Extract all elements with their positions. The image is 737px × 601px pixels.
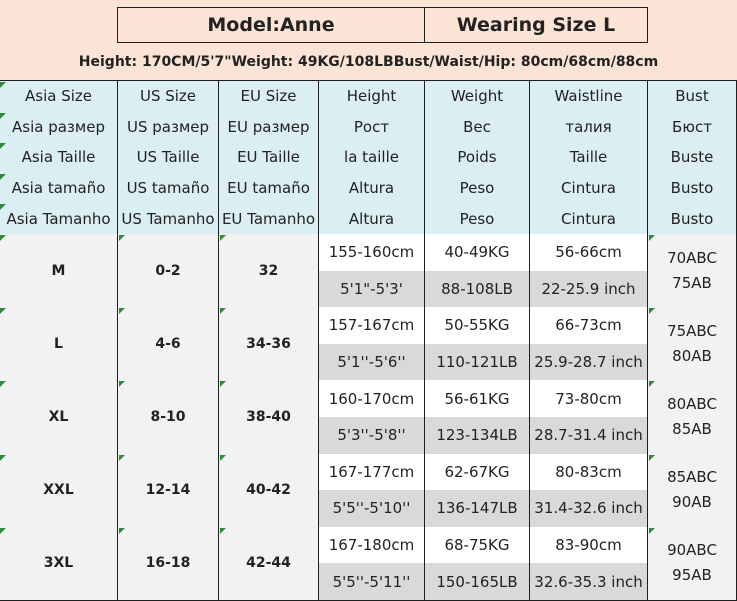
cell-marker <box>119 235 125 241</box>
size-asia: XXL <box>0 454 118 528</box>
cell-marker <box>0 381 6 387</box>
height-ft: 5'1"-5'3' <box>319 271 425 309</box>
cell-marker <box>0 528 6 534</box>
header-height: Altura <box>319 203 425 235</box>
size-us: 16-18 <box>118 527 219 601</box>
header-eu-size: EU Taille <box>219 142 319 174</box>
bust-secondary: 80AB <box>672 346 712 365</box>
cell-marker <box>119 308 125 314</box>
header-us-size: US Size <box>118 81 219 113</box>
weight-lb: 150-165LB <box>425 563 530 601</box>
header-us-size: US Tamanho <box>118 203 219 235</box>
bust-cell <box>648 454 737 528</box>
size-eu: 40-42 <box>219 454 319 528</box>
bust-secondary: 75AB <box>672 273 712 292</box>
header-weight: Peso <box>425 173 530 205</box>
waist-cm: 83-90cm <box>530 527 648 565</box>
header-us-size: US Taille <box>118 142 219 174</box>
cell-marker <box>119 381 125 387</box>
bust-cell <box>648 380 737 454</box>
cell-marker <box>0 113 6 119</box>
height-cm: 167-180cm <box>319 527 425 565</box>
bust-cell <box>648 307 737 381</box>
header-us-size: US tamaño <box>118 173 219 205</box>
header-waistline: Taille <box>530 142 648 174</box>
cell-marker <box>649 381 655 387</box>
header-height: Рост <box>319 112 425 144</box>
bust-primary: 70ABC <box>667 248 717 267</box>
bust-secondary: 95AB <box>672 566 712 585</box>
header-asia-size: Asia Tamanho <box>0 203 118 235</box>
bust-secondary: 90AB <box>672 493 712 512</box>
cell-marker <box>0 143 6 149</box>
waist-inch: 31.4-32.6 inch <box>530 490 648 528</box>
size-eu: 38-40 <box>219 380 319 454</box>
header-weight: Poids <box>425 142 530 174</box>
waist-cm: 73-80cm <box>530 380 648 418</box>
header-bust: Buste <box>648 142 737 174</box>
size-asia: M <box>0 234 118 308</box>
stat-weight: Weight: 49KG/108LB <box>231 54 394 70</box>
header-us-size: US размер <box>118 112 219 144</box>
header-height: Height <box>319 81 425 113</box>
header-bust: Busto <box>648 203 737 235</box>
cell-marker <box>220 235 226 241</box>
size-asia: XL <box>0 380 118 454</box>
cell-marker <box>0 235 6 241</box>
stat-height: Height: 170CM/5'7" <box>78 54 232 70</box>
height-ft: 5'5''-5'10'' <box>319 490 425 528</box>
weight-lb: 123-134LB <box>425 417 530 455</box>
header-weight: Peso <box>425 203 530 235</box>
header-waistline: Cintura <box>530 203 648 235</box>
height-cm: 157-167cm <box>319 307 425 345</box>
waist-inch: 22-25.9 inch <box>530 271 648 309</box>
model-name: Model:Anne <box>117 7 425 43</box>
cell-marker <box>220 455 226 461</box>
cell-marker <box>119 455 125 461</box>
wearing-size: Wearing Size L <box>424 7 648 43</box>
weight-kg: 50-55KG <box>425 307 530 345</box>
height-cm: 167-177cm <box>319 454 425 492</box>
header-height: Altura <box>319 173 425 205</box>
header-eu-size: EU Size <box>219 81 319 113</box>
waist-cm: 56-66cm <box>530 234 648 272</box>
waist-inch: 28.7-31.4 inch <box>530 417 648 455</box>
header-bust: Bust <box>648 81 737 113</box>
model-stats <box>0 44 737 81</box>
weight-kg: 40-49KG <box>425 234 530 272</box>
cell-marker <box>649 308 655 314</box>
header-bust: Busto <box>648 173 737 205</box>
bust-secondary: 85AB <box>672 419 712 438</box>
bust-primary: 75ABC <box>667 321 717 340</box>
height-ft: 5'5''-5'11'' <box>319 563 425 601</box>
bust-primary: 90ABC <box>667 541 717 560</box>
header-waistline: талия <box>530 112 648 144</box>
header-eu-size: EU размер <box>219 112 319 144</box>
bust-primary: 80ABC <box>667 394 717 413</box>
size-us: 8-10 <box>118 380 219 454</box>
waist-cm: 80-83cm <box>530 454 648 492</box>
cell-marker <box>119 528 125 534</box>
header-eu-size: EU tamaño <box>219 173 319 205</box>
weight-lb: 136-147LB <box>425 490 530 528</box>
cell-marker <box>0 308 6 314</box>
header-asia-size: Asia Taille <box>0 142 118 174</box>
header-asia-size: Asia tamaño <box>0 173 118 205</box>
cell-marker <box>649 455 655 461</box>
waist-inch: 32.6-35.3 inch <box>530 563 648 601</box>
weight-lb: 88-108LB <box>425 271 530 309</box>
weight-lb: 110-121LB <box>425 344 530 382</box>
size-us: 12-14 <box>118 454 219 528</box>
height-ft: 5'3''-5'8'' <box>319 417 425 455</box>
size-eu: 32 <box>219 234 319 308</box>
size-eu: 42-44 <box>219 527 319 601</box>
size-asia: L <box>0 307 118 381</box>
cell-marker <box>649 235 655 241</box>
size-us: 4-6 <box>118 307 219 381</box>
header-weight: Weight <box>425 81 530 113</box>
size-us: 0-2 <box>118 234 219 308</box>
header-bust: Бюст <box>648 112 737 144</box>
weight-kg: 62-67KG <box>425 454 530 492</box>
cell-marker <box>0 204 6 210</box>
size-eu: 34-36 <box>219 307 319 381</box>
cell-marker <box>0 174 6 180</box>
bust-primary: 85ABC <box>667 468 717 487</box>
size-asia: 3XL <box>0 527 118 601</box>
cell-marker <box>220 381 226 387</box>
bust-cell <box>648 527 737 601</box>
cell-marker <box>649 528 655 534</box>
cell-marker <box>0 455 6 461</box>
cell-marker <box>220 528 226 534</box>
header-asia-size: Asia Size <box>0 81 118 113</box>
waist-cm: 66-73cm <box>530 307 648 345</box>
header-height: la taille <box>319 142 425 174</box>
header-eu-size: EU Tamanho <box>219 203 319 235</box>
cell-marker <box>0 82 6 88</box>
height-cm: 155-160cm <box>319 234 425 272</box>
header-weight: Вес <box>425 112 530 144</box>
header-waistline: Cintura <box>530 173 648 205</box>
waist-inch: 25.9-28.7 inch <box>530 344 648 382</box>
bust-cell <box>648 234 737 308</box>
stat-bust-waist-hip: Bust/Waist/Hip: 80cm/68cm/88cm <box>393 54 659 70</box>
weight-kg: 56-61KG <box>425 380 530 418</box>
cell-marker <box>220 308 226 314</box>
height-cm: 160-170cm <box>319 380 425 418</box>
header-waistline: Waistline <box>530 81 648 113</box>
header-asia-size: Asia размер <box>0 112 118 144</box>
height-ft: 5'1''-5'6'' <box>319 344 425 382</box>
weight-kg: 68-75KG <box>425 527 530 565</box>
